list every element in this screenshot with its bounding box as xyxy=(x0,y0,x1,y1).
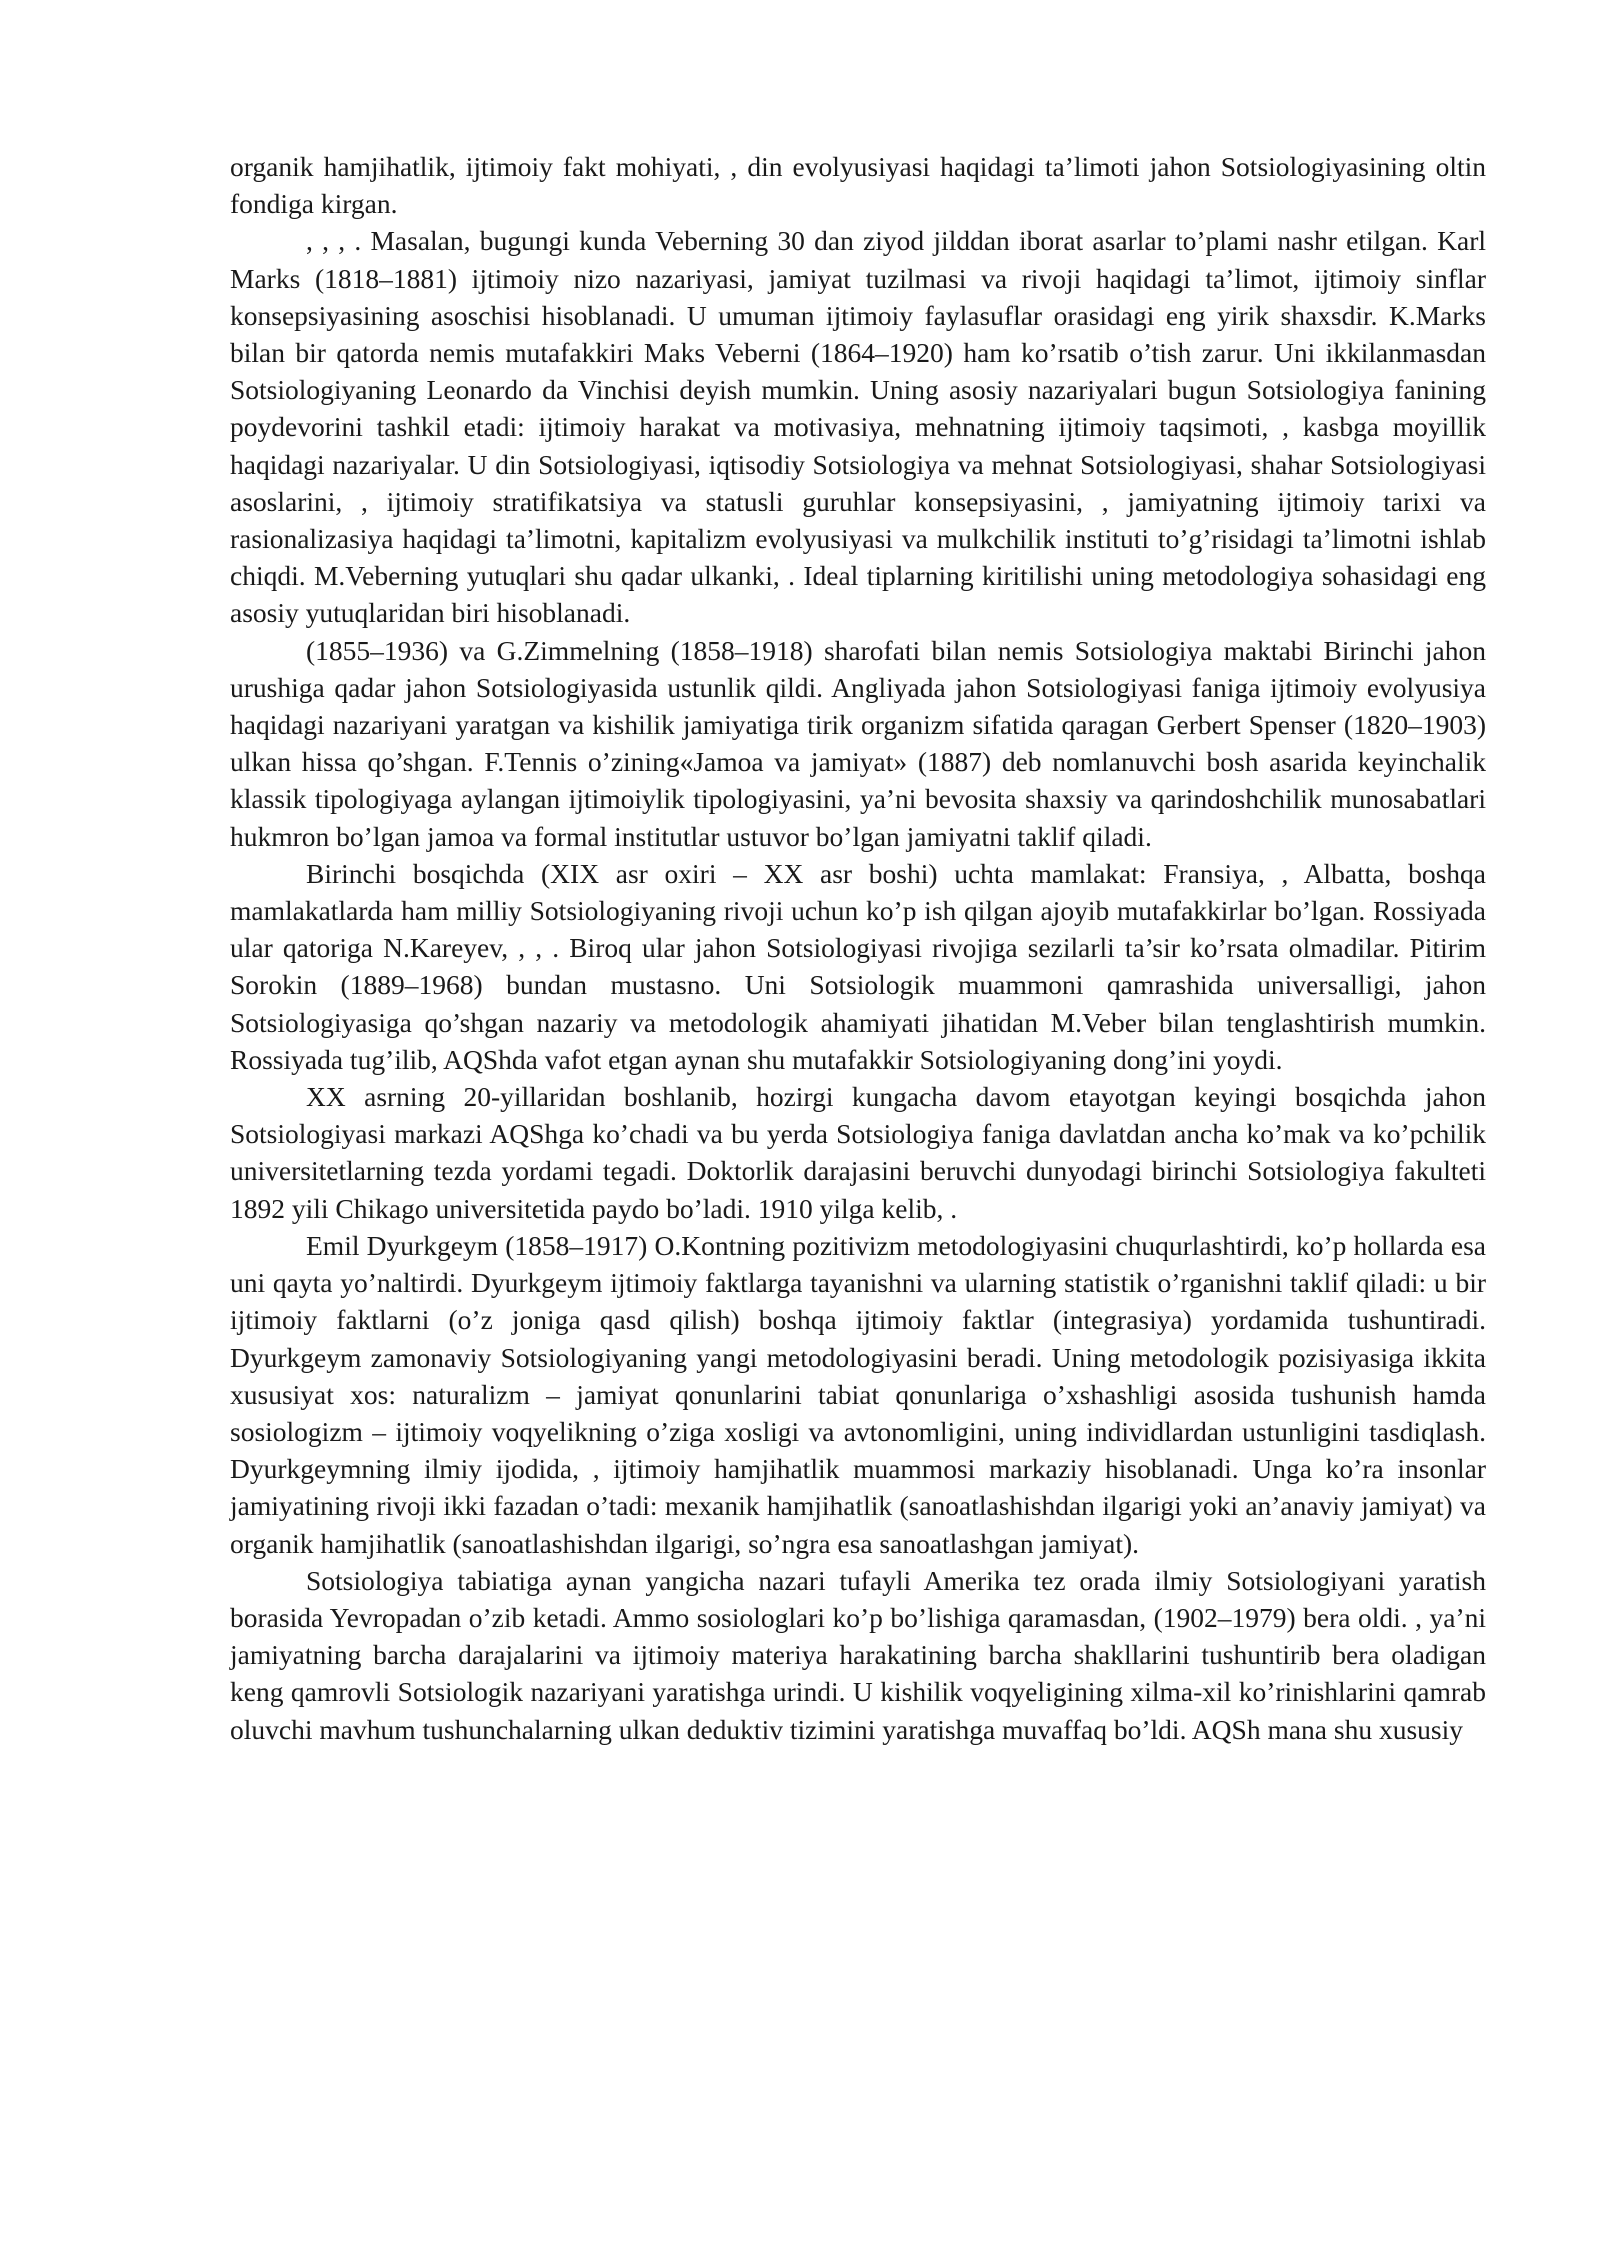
document-page xyxy=(230,148,1486,1748)
paragraph-6: Emil Dyurkgeym (1858–1917) O.Kontning pozitivizm metodologiyasini chuqurlashtirdi, ko’p hollarda esa uni qayta yo’naltirdi. Dyurkgeym ijtimoiy faktlarga tayanishni va ularning statistik o’rganishni taklif qiladi: u bir ijtimoiy faktlarni (o’z joniga qasd qilish) boshqa ijtimoiy faktlar (integrasiya) yordamida tushuntiradi. Dyurkgeym zamonaviy Sotsiologiyaning yangi metodologiyasini beradi. Uning metodologik pozisiyasiga ikkita xususiyat xos: naturalizm – jamiyat qonunlarini tabiat qonunlariga o’xshashligi asosida tushunish hamda sosiologizm – ijtimoiy voqyelikning o’ziga xosligi va avtonomligini, uning individlardan ustunligini tasdiqlash. Dyurkgeymning ilmiy ijodida, , ijtimoiy hamjihatlik muammosi markaziy hisoblanadi. Unga ko’ra insonlar jamiyatining rivoji ikki fazadan o’tadi: mexanik hamjihatlik (sanoatlashishdan ilgarigi yoki an’anaviy jamiyat) va organik hamjihatlik (sanoatlashishdan ilgarigi, so’ngra esa sanoatlashgan jamiyat). xyxy=(230,1229,1486,1559)
paragraph-4: Birinchi bosqichda (XIX asr oxiri – XX asr boshi) uchta mamlakat: Fransiya, , Albatta, boshqa mamlakatlarda ham milliy Sotsiologiyaning rivoji uchun ko’p ish qilgan ajoyib mutafakkirlar bo’lgan. Rossiyada ular qatoriga N.Kareyev, , , . Biroq ular jahon Sotsiologiyasi rivojiga sezilarli ta’sir ko’rsata olmadilar. Pitirim Sorokin (1889–1968) bundan mustasno. Uni Sotsiologik muammoni qamrashida universalligi, jahon Sotsiologiyasiga qo’shgan nazariy va metodologik ahamiyati jihatidan M.Veber bilan tenglashtirish mumkin. Rossiyada tug’ilib, AQShda vafot etgan aynan shu mutafakkir Sotsiologiyaning dong’ini yoydi. xyxy=(230,857,1486,1075)
paragraph-5: XX asrning 20-yillaridan boshlanib, hozirgi kungacha davom etayotgan keyingi bosqichda jahon Sotsiologiyasi markazi AQShga ko’chadi va bu yerda Sotsiologiya faniga davlatdan ancha ko’mak va ko’pchilik universitetlarning tezda yordami tegadi. Doktorlik darajasini beruvchi dunyodagi birinchi Sotsiologiya fakulteti 1892 yili Chikago universitetida paydo bo’ladi. 1910 yilga kelib, . xyxy=(230,1081,1486,1224)
paragraph-7: Sotsiologiya tabiatiga aynan yangicha nazari tufayli Amerika tez orada ilmiy Sotsiologiyani yaratish borasida Yevropadan o’zib ketadi. Ammo sosiologlari ko’p bo’lishiga qaramasdan, (1902–1979) bera oldi. , ya’ni jamiyatning barcha darajalarini va ijtimoiy materiya harakatining barcha shakllarini tushuntirib bera oladigan keng qamrovli Sotsiologik nazariyani yaratishga urindi. U kishilik voqyeligining xilma-xil ko’rinishlarini qamrab oluvchi mavhum tushunchalarning ulkan deduktiv tizimini yaratishga muvaffaq bo’ldi. AQSh mana shu xususiy xyxy=(230,1564,1486,1745)
paragraph-3: (1855–1936) va G.Zimmelning (1858–1918) sharofati bilan nemis Sotsiologiya maktabi Birinchi jahon urushiga qadar jahon Sotsiologiyasida ustunlik qildi. Angliyada jahon Sotsiologiyasi faniga ijtimoiy evolyusiya haqidagi nazariyani yaratgan va kishilik jamiyatiga tirik organizm sifatida qaragan Gerbert Spenser (1820–1903) ulkan hissa qo’shgan. F.Tennis o’zining«Jamoa va jamiyat» (1887) deb nomlanuvchi bosh asarida keyinchalik klassik tipologiyaga aylangan ijtimoiylik tipologiyasini, ya’ni bevosita shaxsiy va qarindoshchilik munosabatlari hukmron bo’lgan jamoa va formal institutlar ustuvor bo’lgan jamiyatni taklif qiladi. xyxy=(230,634,1486,852)
paragraph-2: , , , . Masalan, bugungi kunda Veberning 30 dan ziyod jilddan iborat asarlar to’plami nashr etilgan. Karl Marks (1818–1881) ijtimoiy nizo nazariyasi, jamiyat tuzilmasi va rivoji haqidagi ta’limot, ijtimoiy sinflar konsepsiyasining asoschisi hisoblanadi. U umuman ijtimoiy faylasuflar orasidagi eng yirik shaxsdir. K.Marks bilan bir qatorda nemis mutafakkiri Maks Veberni (1864–1920) ham ko’rsatib o’tish zarur. Uni ikkilanmasdan Sotsiologiyaning Leonardo da Vinchisi deyish mumkin. Uning asosiy nazariyalari bugun Sotsiologiya fanining poydevorini tashkil etadi: ijtimoiy harakat va motivasiya, mehnatning ijtimoiy taqsimoti, , kasbga moyillik haqidagi nazariyalar. U din Sotsiologiyasi, iqtisodiy Sotsiologiya va mehnat Sotsiologiyasi, shahar Sotsiologiyasi asoslarini, , ijtimoiy stratifikatsiya va statusli guruhlar konsepsiyasini, , jamiyatning ijtimoiy tarixi va rasionalizasiya haqidagi ta’limotni, kapitalizm evolyusiyasi va mulkchilik instituti to’g’risidagi ta’limotni ishlab chiqdi. M.Veberning yutuqlari shu qadar ulkanki, . Ideal tiplarning kiritilishi uning metodologiya sohasidagi eng asosiy yutuqlaridan biri hisoblanadi. xyxy=(230,225,1486,629)
paragraph-1: organik hamjihatlik, ijtimoiy fakt mohiyati, , din evolyusiyasi haqidagi ta’limoti jahon Sotsiologiyasining oltin fondiga kirgan. xyxy=(230,151,1486,220)
